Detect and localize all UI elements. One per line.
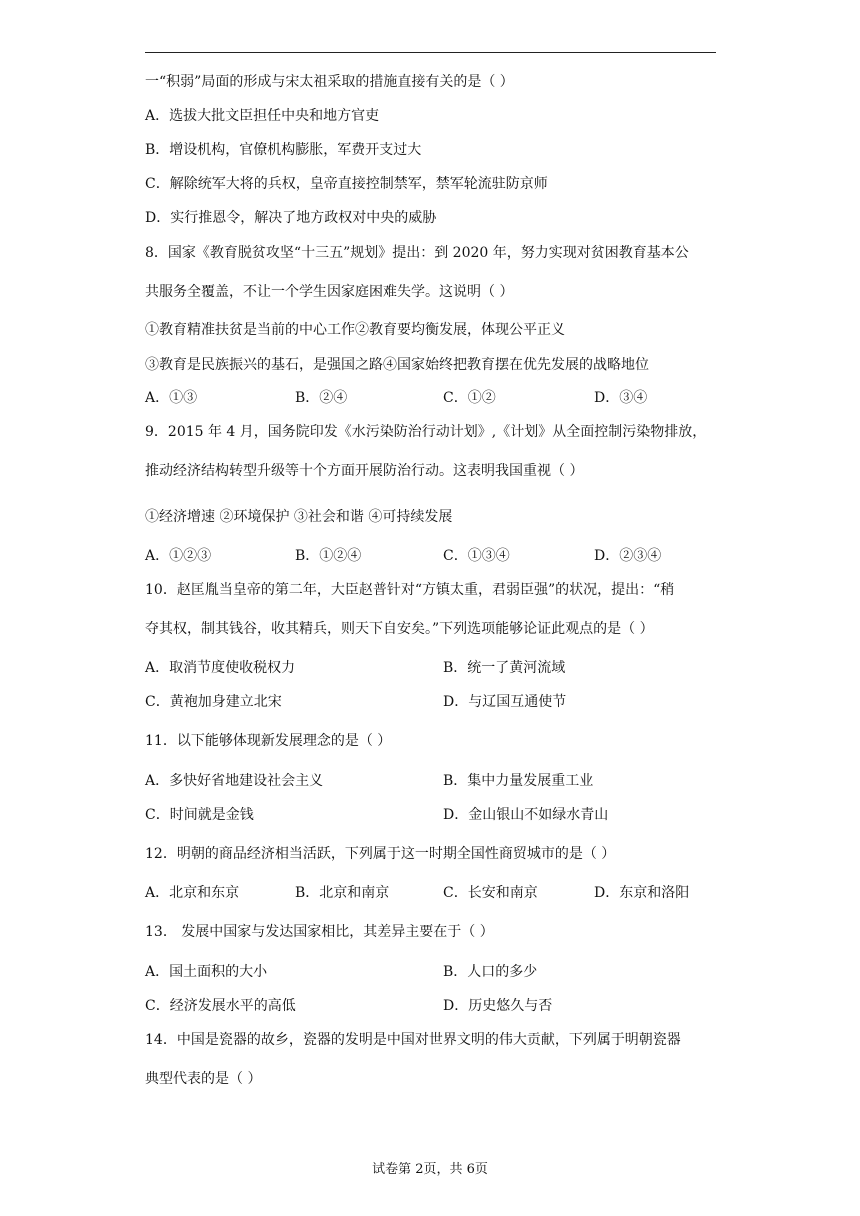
q8-statement-1: ①教育精准扶贫是当前的中心工作②教育要均衡发展，体现公平正义 (145, 322, 565, 338)
q7-option-b: B．增设机构，官僚机构膨胀，军费开支过大 (145, 142, 422, 158)
q13-option-d: D．历史悠久与否 (443, 998, 553, 1014)
q13-stem: 13． 发展中国家与发达国家相比，其差异主要在于（ ） (145, 924, 494, 940)
q7-stem: 一“积弱”局面的形成与宋太祖采取的措施直接有关的是（ ） (145, 74, 514, 90)
q8-option-d: D．③④ (594, 390, 648, 406)
q10-options-row2 (145, 692, 720, 712)
q13-option-c: C．经济发展水平的高低 (145, 998, 296, 1014)
q14-stem-line1: 14．中国是瓷器的故乡，瓷器的发明是中国对世界文明的伟大贡献，下列属于明朝瓷器 (145, 1032, 681, 1048)
q11-stem: 11．以下能够体现新发展理念的是（ ） (145, 733, 392, 749)
q12-options (145, 883, 720, 903)
q12-option-b: B．北京和南京 (295, 885, 390, 901)
q9-options (145, 546, 720, 566)
q9-option-d: D．②③④ (594, 548, 662, 564)
q11-option-d: D．金山银山不如绿水青山 (443, 807, 609, 823)
q9-option-b: B．①②④ (295, 548, 362, 564)
q11-options-row1 (145, 771, 720, 791)
q11-option-b: B．集中力量发展重工业 (443, 773, 594, 789)
q7-option-a: A．选拔大批文臣担任中央和地方官吏 (145, 108, 380, 124)
q10-stem-line1: 10．赵匡胤当皇帝的第二年，大臣赵普针对“方镇太重，君弱臣强”的状况，提出：“稍 (145, 582, 675, 598)
q8-stem-line1: 8．国家《教育脱贫攻坚“十三五”规划》提出：到 2020 年，努力实现对贫困教育基本公 (145, 245, 689, 261)
q12-option-c: C．长安和南京 (443, 885, 538, 901)
q13-option-a: A．国土面积的大小 (145, 964, 268, 980)
q11-option-c: C．时间就是金钱 (145, 807, 254, 823)
q12-option-a: A．北京和东京 (145, 885, 240, 901)
page-footer: 试卷第 2页，共 6页 (372, 1162, 488, 1177)
q7-option-c: C．解除统军大将的兵权，皇帝直接控制禁军，禁军轮流驻防京师 (145, 176, 548, 192)
header-rule (145, 52, 716, 53)
q11-option-a: A．多快好省地建设社会主义 (145, 773, 324, 789)
q9-stem-line2: 推动经济结构转型升级等十个方面开展防治行动。这表明我国重视（ ） (145, 463, 584, 479)
q8-statement-2: ③教育是民族振兴的基石，是强国之路④国家始终把教育摆在优先发展的战略地位 (145, 357, 649, 373)
q9-option-c: C．①③④ (443, 548, 510, 564)
q9-statements: ①经济增速 ②环境保护 ③社会和谐 ④可持续发展 (145, 509, 453, 525)
q10-option-b: B．统一了黄河流域 (443, 660, 566, 676)
q13-options-row1 (145, 962, 720, 982)
q10-options-row1 (145, 658, 720, 678)
q8-option-b: B．②④ (295, 390, 348, 406)
q10-option-a: A．取消节度使收税权力 (145, 660, 296, 676)
q8-stem-line2: 共服务全覆盖，不让一个学生因家庭困难失学。这说明（ ） (145, 284, 514, 300)
q9-stem-line1: 9．2015 年 4 月，国务院印发《水污染防治行动计划》,《计划》从全面控制污染物排放， (145, 424, 707, 440)
q10-option-c: C．黄袍加身建立北宋 (145, 694, 282, 710)
q7-option-d: D．实行推恩令，解决了地方政权对中央的威胁 (145, 210, 437, 226)
q8-option-c: C．①② (443, 390, 496, 406)
q12-stem: 12．明朝的商品经济相当活跃，下列属于这一时期全国性商贸城市的是（ ） (145, 846, 616, 862)
q14-stem-line2: 典型代表的是（ ） (145, 1071, 262, 1087)
q8-options (145, 388, 720, 408)
q13-options-row2 (145, 996, 720, 1016)
q8-option-a: A．①③ (145, 390, 198, 406)
q11-options-row2 (145, 805, 720, 825)
q12-option-d: D．东京和洛阳 (594, 885, 690, 901)
q9-option-a: A．①②③ (145, 548, 212, 564)
q13-option-b: B．人口的多少 (443, 964, 538, 980)
q10-option-d: D．与辽国互通使节 (443, 694, 567, 710)
q10-stem-line2: 夺其权，制其钱谷，收其精兵，则天下自安矣。”下列选项能够论证此观点的是（ ） (145, 621, 654, 637)
